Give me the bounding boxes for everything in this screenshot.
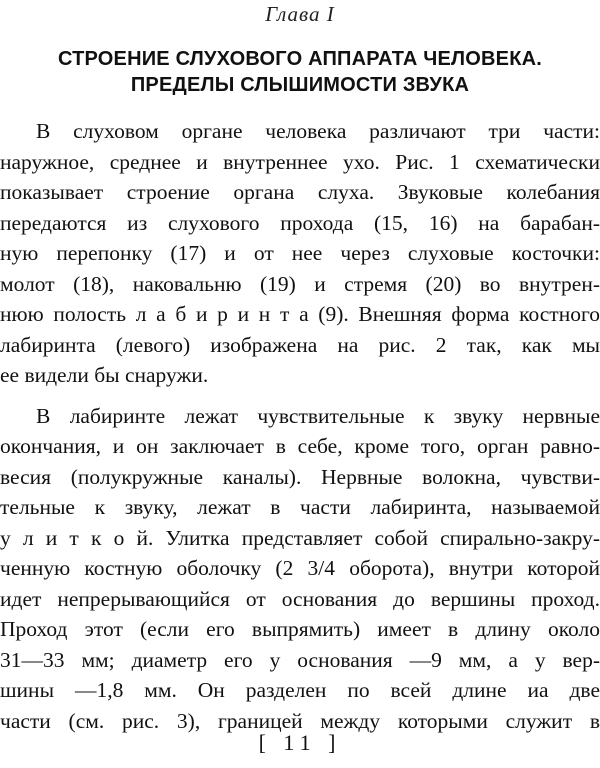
text-line: весия (полукружные каналы). Нервные волокна, чувстви- [0,464,600,489]
text-line: 31—33 мм; диаметр его у основания —9 мм, а у вер- [0,647,600,672]
text-line: части (см. рис. 3), границей между которыми служит в [0,708,600,733]
text-line: показывает строение органа слуха. Звуковые колебания [0,180,600,204]
section-title-line-1: СТРОЕНИЕ СЛУХОВОГО АППАРАТА ЧЕЛОВЕКА. [57,48,543,70]
text-line: ченную костную оболочку (2 3/4 оборота), внутри которой [0,556,600,580]
chapter-heading: Глава I [265,2,335,26]
section-title [0,46,600,98]
text-line: молот (18), наковальню (19) и стремя (20) во внутрен- [0,271,600,296]
page-number: [ 11 ] [258,730,342,755]
text-line: лабиринта (левого) изображена на рис. 2 так, как мы [0,332,600,357]
text-line: передаются из слухового прохода (15, 16) на барабан- [0,210,600,235]
text-line: тельные к звуку, лежат в части лабиринта, называемой [0,495,600,519]
text-line: у л и т к о й. Улитка представляет собой спирально-закру- [0,525,600,550]
text-line: идет непрерывающийся от основания до вершины проход. [0,586,600,611]
text-line: ную перепонку (17) и от нее через слуховые косточки: [0,241,600,265]
text-line: Проход этот (если его выпрямить) имеет в длину около [0,617,600,641]
body-text [0,116,600,736]
text-line: окончания, и он заключает в себе, кроме того, орган равно- [0,434,600,458]
text-line: В слуховом органе человека различают три части: [36,119,600,143]
text-line: шины —1,8 мм. Он разделен по всей длине иа две [0,678,600,702]
text-line: нюю полость л а б и р и н т а (9). Внешняя форма костного [0,302,600,326]
text-line: наружное, среднее и внутреннее ухо. Рис. 1 схематически [0,149,600,174]
text-line: ее видели бы снаружи. [0,363,209,387]
text-line: В лабиринте лежат чувствительные к звуку нервные [36,403,600,428]
section-title-line-2: ПРЕДЕЛЫ СЛЫШИМОСТИ ЗВУКА [130,74,470,96]
